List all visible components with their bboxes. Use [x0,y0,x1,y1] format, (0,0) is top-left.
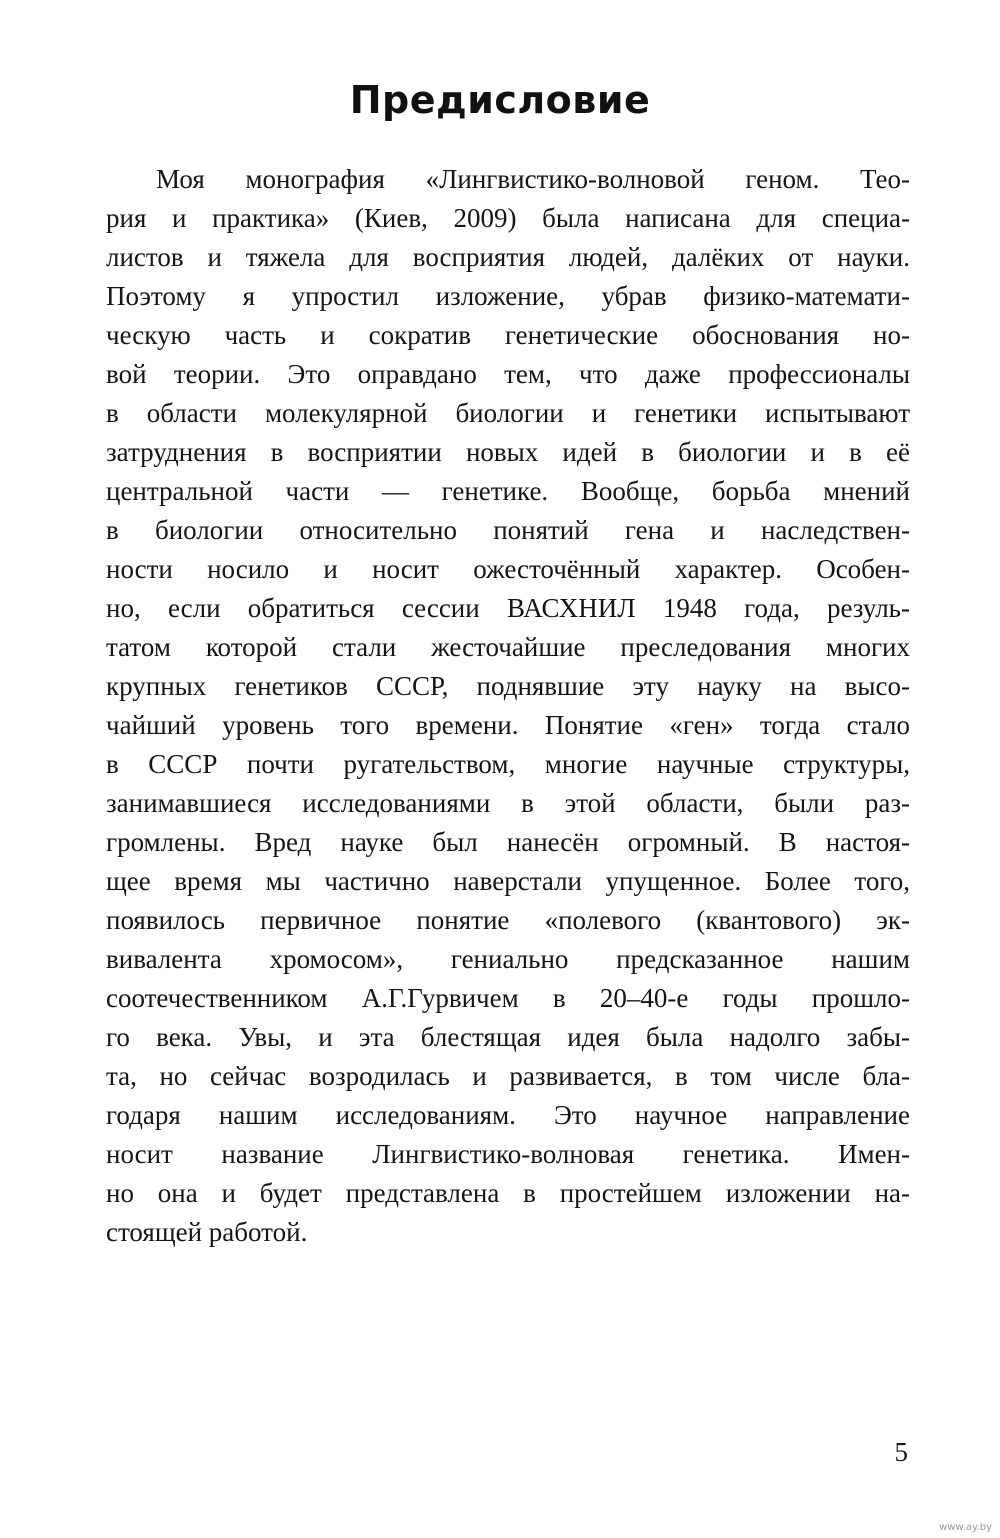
text-line: в биологии относительно понятий гена и наследствен- [106,515,910,545]
watermark: www.ay.by [939,1522,992,1533]
text-line: занимавшиеся исследованиями в этой области, были раз- [106,788,910,818]
text-line: вой теории. Это оправдано тем, что даже профессионалы [106,359,910,389]
text-line: появилось первичное понятие «полевого (квантового) эк- [106,905,910,935]
text-line: рия и практика» (Киев, 2009) была написана для специа- [106,203,910,233]
text-line: ности носило и носит ожесточённый характер. Особен- [106,554,910,584]
text-line: крупных генетиков СССР, поднявшие эту науку на высо- [106,671,910,701]
text-line: в области молекулярной биологии и генетики испытывают [106,398,910,428]
text-line: но, если обратиться сессии ВАСХНИЛ 1948 года, резуль- [106,593,910,623]
text-line: чайший уровень того времени. Понятие «ген» тогда стало [106,710,910,740]
text-line: громлены. Вред науке был нанесён огромный. В настоя- [106,827,910,857]
page-title: Предисловие [349,78,651,122]
text-line: годаря нашим исследованиям. Это научное направление [106,1100,910,1130]
preface-paragraph [106,160,910,1252]
text-line: в СССР почти ругательством, многие научные структуры, [106,749,910,779]
text-line: Моя монография «Лингвистико-волновой геном. Тео- [156,164,910,194]
text-line: Поэтому я упростил изложение, убрав физико-математи- [106,281,910,311]
text-line: та, но сейчас возродилась и развивается, в том числе бла- [106,1061,910,1091]
text-line: го века. Увы, и эта блестящая идея была надолго забы- [106,1022,910,1052]
text-line: но она и будет представлена в простейшем изложении на- [106,1178,910,1208]
text-line: вивалента хромосом», гениально предсказанное нашим [106,944,910,974]
text-line: листов и тяжела для восприятия людей, далёких от науки. [106,242,910,272]
text-line: татом которой стали жесточайшие преследования многих [106,632,910,662]
text-line: центральной части — генетике. Вообще, борьба мнений [106,476,910,506]
text-line: щее время мы частично наверстали упущенное. Более того, [106,866,910,896]
text-line: ческую часть и сократив генетические обоснования но- [106,320,910,350]
page-number: 5 [894,1437,908,1467]
text-line: соотечественником А.Г.Гурвичем в 20–40-е годы прошло- [106,983,910,1013]
text-line: носит название Лингвистико-волновая генетика. Имен- [106,1139,910,1169]
text-line: затруднения в восприятии новых идей в биологии и в её [106,437,910,467]
text-line: стоящей работой. [106,1217,308,1247]
